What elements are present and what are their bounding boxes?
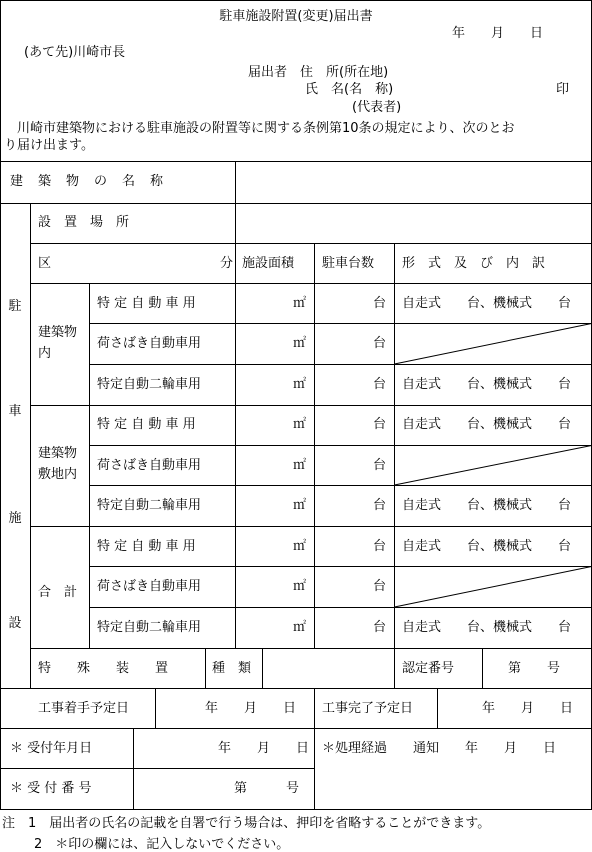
received-number-field: 第 号: [234, 781, 300, 796]
count-unit: 台: [373, 458, 387, 473]
note-2: 2 ＊印の欄には、記入しないでください。: [34, 837, 290, 852]
area-unit: ㎡: [293, 417, 307, 432]
row-type: 特定自動二輪車用: [97, 377, 202, 392]
form-breakdown: 自走式 台、機械式 台: [402, 498, 572, 513]
submission-date: 年 月 日: [452, 26, 544, 41]
form-breakdown: 自走式 台、機械式 台: [402, 417, 572, 432]
location-label: 設 置 場 所: [38, 215, 130, 230]
column-form: 形 式 及 び 内 訳: [402, 256, 546, 271]
area-unit: ㎡: [293, 296, 307, 311]
form-breakdown: 自走式 台、機械式 台: [402, 296, 572, 311]
side-char: 駐: [8, 299, 22, 314]
row-type: 荷さばき自動車用: [97, 579, 202, 594]
applicant-address-label: 届出者 住 所(所在地): [248, 65, 389, 80]
count-unit: 台: [373, 417, 387, 432]
certification-number-label: 認定番号: [402, 661, 455, 676]
special-device-label: 特 殊 装 置: [38, 661, 169, 676]
row-type: 荷さばき自動車用: [97, 458, 202, 473]
area-unit: ㎡: [293, 458, 307, 473]
form-title: 駐車施設附置(変更)届出書: [219, 9, 373, 24]
statement-line-1: 川崎市建築物における駐車施設の附置等に関する条例第10条の規定により、次のとお: [4, 121, 515, 136]
statement-line-2: り届け出ます。: [4, 138, 94, 153]
group-label: 建築物敷地内: [38, 446, 78, 482]
group-label: 合 計: [38, 585, 78, 600]
area-unit: ㎡: [293, 377, 307, 392]
group-label: 建築物内: [38, 325, 78, 361]
side-char: 設: [8, 616, 22, 631]
device-type-label: 種 類: [212, 661, 252, 676]
column-area: 施設面積: [242, 256, 295, 271]
count-unit: 台: [373, 620, 387, 635]
note-1: 注 1 届出者の氏名の記載を自署で行う場合は、押印を省略することができます。: [2, 816, 491, 831]
area-unit: ㎡: [293, 336, 307, 351]
row-type: 特定自動二輪車用: [97, 498, 202, 513]
construction-start-field[interactable]: 年 月 日: [205, 701, 297, 716]
construction-start-label: 工事着手予定日: [38, 701, 130, 716]
form-breakdown: 自走式 台、機械式 台: [402, 620, 572, 635]
side-char: 施: [8, 511, 22, 526]
row-type: 特 定 自 動 車 用: [97, 296, 196, 311]
seal-mark: 印: [556, 82, 570, 97]
applicant-name-label: 氏 名(名 称): [305, 82, 394, 97]
column-count: 駐車台数: [322, 256, 375, 271]
building-name-label: 建 築 物 の 名 称: [10, 174, 165, 189]
area-unit: ㎡: [293, 539, 307, 554]
row-type: 特定自動二輪車用: [97, 620, 202, 635]
count-unit: 台: [373, 539, 387, 554]
row-type: 荷さばき自動車用: [97, 336, 202, 351]
area-unit: ㎡: [293, 620, 307, 635]
received-number-label: ＊ 受 付 番 号: [10, 781, 92, 796]
column-kubun: 区 分: [38, 256, 234, 271]
side-char: 車: [8, 404, 22, 419]
count-unit: 台: [373, 377, 387, 392]
row-type: 特 定 自 動 車 用: [97, 417, 196, 432]
certification-number-field[interactable]: 第 号: [508, 661, 561, 676]
addressee: (あて先)川崎市長: [24, 45, 126, 60]
construction-end-label: 工事完了予定日: [322, 701, 414, 716]
count-unit: 台: [373, 579, 387, 594]
construction-end-field[interactable]: 年 月 日: [482, 701, 574, 716]
processing-history-label: ＊処理経過 通知 年 月 日: [322, 741, 557, 756]
received-date-field: 年 月 日: [218, 741, 310, 756]
count-unit: 台: [373, 336, 387, 351]
area-unit: ㎡: [293, 579, 307, 594]
form-breakdown: 自走式 台、機械式 台: [402, 539, 572, 554]
representative-label: (代表者): [352, 100, 402, 115]
received-date-label: ＊ 受付年月日: [10, 741, 93, 756]
count-unit: 台: [373, 498, 387, 513]
row-type: 特 定 自 動 車 用: [97, 539, 196, 554]
area-unit: ㎡: [293, 498, 307, 513]
count-unit: 台: [373, 296, 387, 311]
form-breakdown: 自走式 台、機械式 台: [402, 377, 572, 392]
